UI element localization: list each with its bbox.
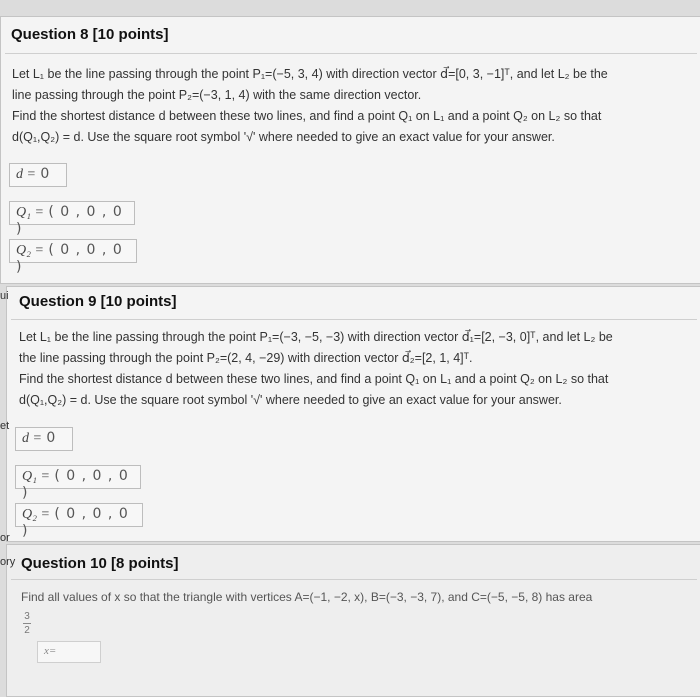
- question-10-title: Question 10 [8 points]: [21, 555, 179, 572]
- question-9-text: [19, 327, 613, 411]
- q1-answer-field[interactable]: [15, 465, 141, 501]
- q1-value: ( 0 , 0 , 0 ): [16, 204, 123, 237]
- q1-value: ( 0 , 0 , 0 ): [22, 468, 129, 501]
- question-8-text: [12, 64, 608, 148]
- question-8-line: Let L₁ be the line passing through the point P₁=(−5, 3, 4) with direction vector d⃗=[0, 3, −1]ᵀ, and let L₂ be the: [12, 67, 608, 81]
- edge-fragment: ory: [0, 556, 16, 568]
- question-8-line: d(Q₁,Q₂) = d. Use the square root symbol '√' where needed to give an exact value for your answer.: [12, 130, 555, 144]
- q2-answer-field[interactable]: [15, 503, 143, 539]
- question-8-line: Find the shortest distance d between these two lines, and find a point Q₁ on L₁ and a point Q₂ on L₂ so that: [12, 109, 602, 123]
- edge-fragment: ui: [0, 290, 9, 302]
- q1-label: Q₁ =: [22, 469, 50, 484]
- edge-fragment: or: [0, 532, 10, 544]
- d-answer-field[interactable]: [9, 163, 67, 187]
- divider: [11, 579, 697, 580]
- d-value: 0: [40, 166, 51, 182]
- question-10-text: Find all values of x so that the triangle with vertices A=(−1, −2, x), B=(−3, −3, 7), and C=(−5, −5, 8) has area: [21, 590, 593, 604]
- question-9-card: [6, 286, 700, 542]
- fraction-numerator: 3: [24, 611, 30, 622]
- x-label: x=: [44, 645, 57, 657]
- question-9-title: Question 9 [10 points]: [19, 293, 177, 310]
- question-8-card: [0, 16, 700, 284]
- q1-answer-field[interactable]: [9, 201, 135, 237]
- d-answer-field[interactable]: [15, 427, 73, 451]
- q2-label: Q₂ =: [22, 507, 50, 522]
- question-8-title: Question 8 [10 points]: [11, 26, 169, 43]
- edge-fragment: et: [0, 420, 10, 432]
- q2-answer-field[interactable]: [9, 239, 137, 275]
- area-fraction: [23, 611, 31, 636]
- d-value: 0: [46, 430, 57, 446]
- question-10-card: [6, 544, 700, 697]
- question-8-line: line passing through the point P₂=(−3, 1, 4) with the same direction vector.: [12, 88, 422, 102]
- fraction-bar: [23, 623, 31, 624]
- q2-label: Q₂ =: [16, 243, 44, 258]
- q2-value: ( 0 , 0 , 0 ): [22, 506, 129, 539]
- d-label: d =: [22, 431, 42, 446]
- question-9-line: d(Q₁,Q₂) = d. Use the square root symbol '√' where needed to give an exact value for your answer.: [19, 393, 562, 407]
- d-label: d =: [16, 167, 36, 182]
- fraction-denominator: 2: [24, 625, 30, 636]
- question-9-line: Find the shortest distance d between these two lines, and find a point Q₁ on L₁ and a point Q₂ on L₂ so that: [19, 372, 609, 386]
- divider: [5, 53, 697, 54]
- question-9-line: the line passing through the point P₂=(2, 4, −29) with direction vector d⃗₂=[2, 1, 4]ᵀ.: [19, 351, 473, 365]
- question-9-line: Let L₁ be the line passing through the point P₁=(−3, −5, −3) with direction vector d⃗₁=[2, −3, 0]ᵀ, and let L₂ be: [19, 330, 613, 344]
- x-answer-field[interactable]: [37, 641, 101, 663]
- divider: [11, 319, 697, 320]
- q1-label: Q₁ =: [16, 205, 44, 220]
- q2-value: ( 0 , 0 , 0 ): [16, 242, 123, 275]
